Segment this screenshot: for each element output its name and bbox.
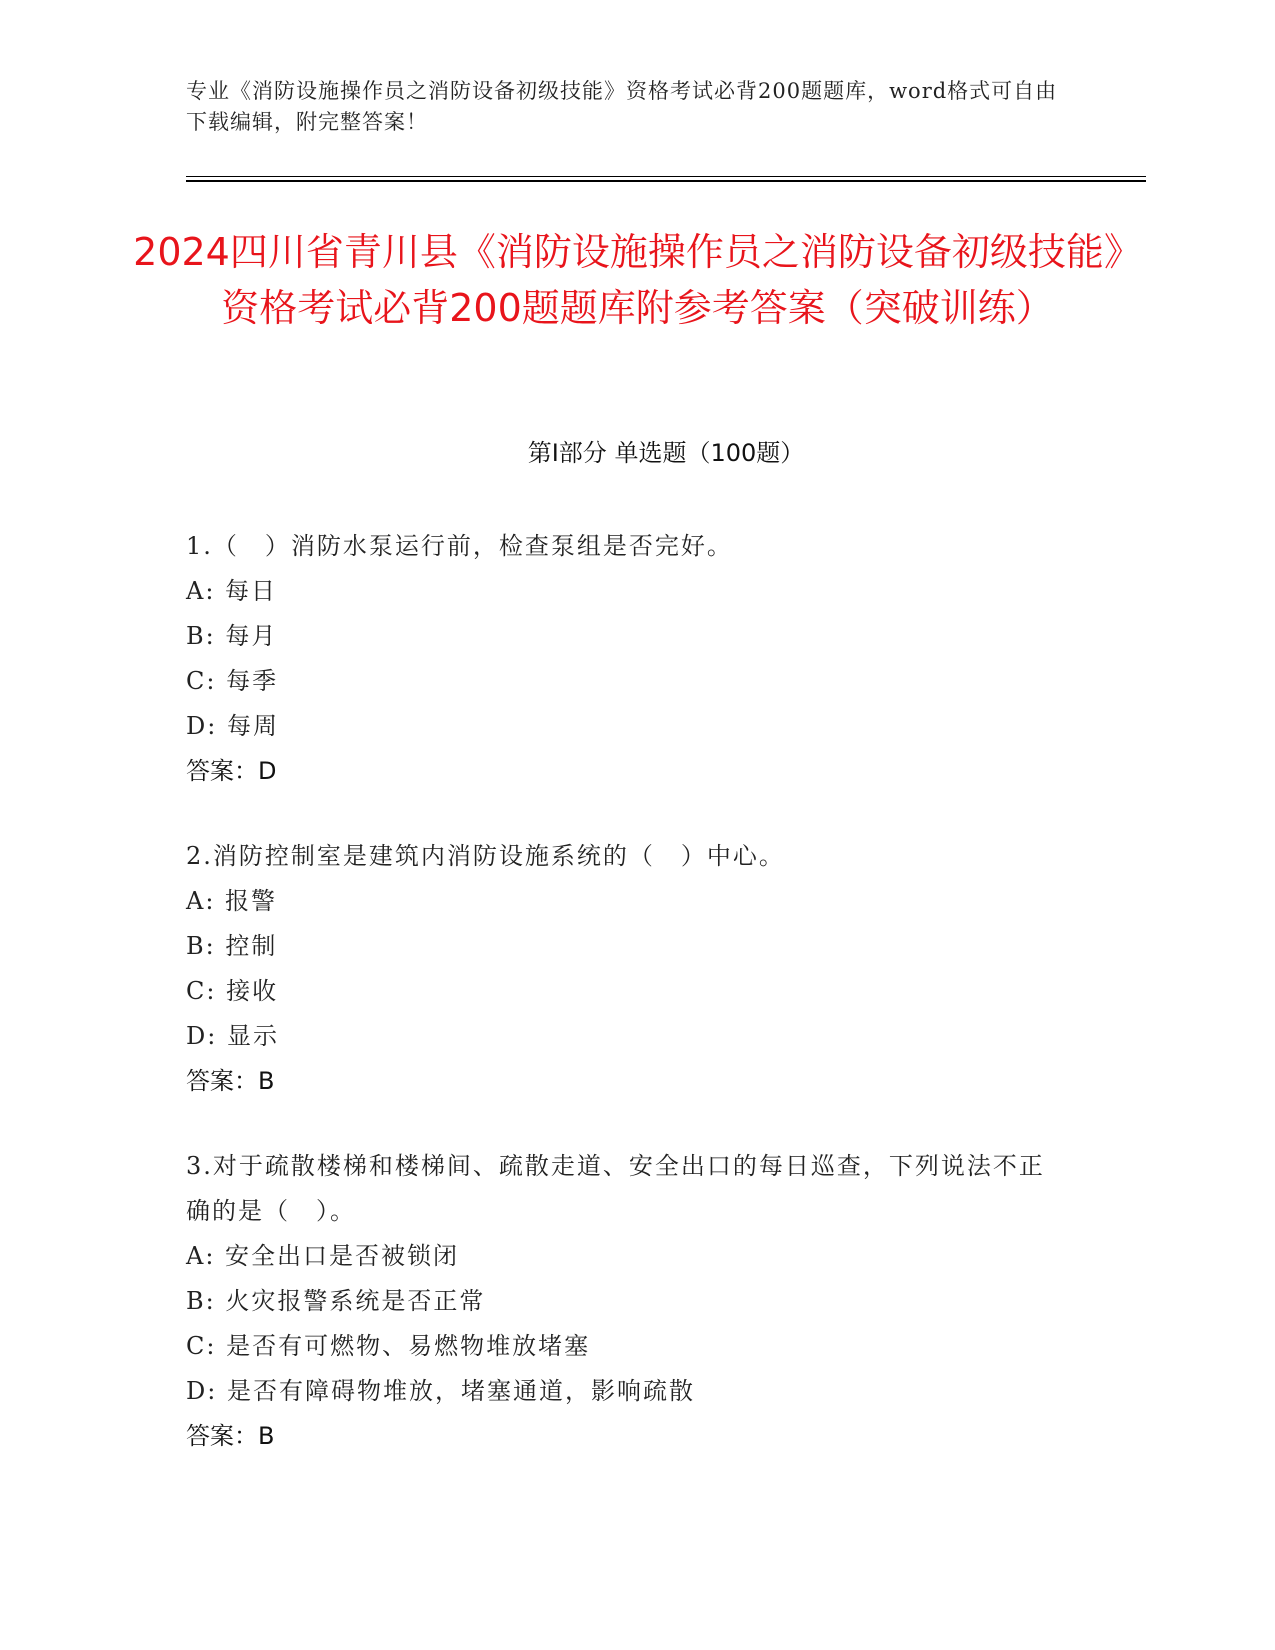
question-2 bbox=[186, 834, 1066, 1104]
question-1 bbox=[186, 524, 1066, 794]
option-a: A: 安全出口是否被锁闭 bbox=[186, 1242, 460, 1270]
option-c: C: 每季 bbox=[186, 667, 279, 695]
question-list bbox=[186, 524, 1066, 1499]
option-b: B: 每月 bbox=[186, 622, 278, 650]
question-stem: 3.对于疏散楼梯和楼梯间、疏散走道、安全出口的每日巡查，下列说法不正确的是（ ）。 bbox=[186, 1152, 1045, 1225]
header-divider-thick bbox=[186, 180, 1146, 182]
document-title: 2024四川省青川县《消防设施操作员之消防设备初级技能》资格考试必背200题题库附参考答案（突破训练） bbox=[133, 230, 1142, 330]
question-3 bbox=[186, 1144, 1066, 1459]
option-d: D: 每周 bbox=[186, 712, 279, 740]
option-b: B: 控制 bbox=[186, 932, 278, 960]
question-stem: 2.消防控制室是建筑内消防设施系统的（ ）中心。 bbox=[186, 842, 785, 870]
option-c: C: 接收 bbox=[186, 977, 279, 1005]
page-header: 专业《消防设施操作员之消防设备初级技能》资格考试必背200题题库，word格式可自由下载编辑，附完整答案！ bbox=[186, 79, 1058, 134]
header-divider-thin bbox=[186, 176, 1146, 177]
option-a: A: 每日 bbox=[186, 577, 278, 605]
option-b: B: 火灾报警系统是否正常 bbox=[186, 1287, 486, 1315]
answer-line: 答案：B bbox=[186, 1067, 275, 1095]
question-stem: 1.（ ）消防水泵运行前，检查泵组是否完好。 bbox=[186, 532, 733, 560]
option-c: C: 是否有可燃物、易燃物堆放堵塞 bbox=[186, 1332, 591, 1360]
option-d: D: 是否有障碍物堆放，堵塞通道，影响疏散 bbox=[186, 1377, 695, 1405]
option-a: A: 报警 bbox=[186, 887, 278, 915]
option-d: D: 显示 bbox=[186, 1022, 279, 1050]
answer-line: 答案：B bbox=[186, 1422, 275, 1450]
section-heading: 第Ⅰ部分 单选题（100题） bbox=[527, 439, 805, 467]
answer-line: 答案：D bbox=[186, 757, 277, 785]
